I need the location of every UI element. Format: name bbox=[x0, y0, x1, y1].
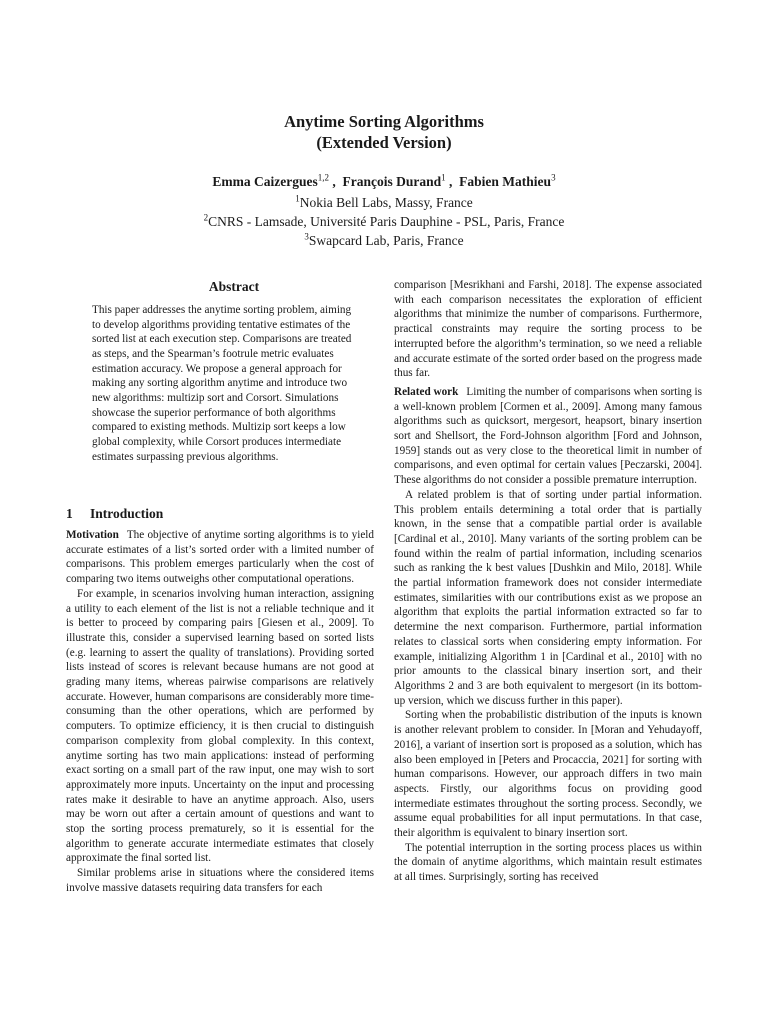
affiliation-marker: 1 bbox=[295, 193, 300, 204]
affiliation-text: CNRS - Lamsade, Université Paris Dauphine - PSL, Paris, France bbox=[208, 214, 565, 229]
section-title: Introduction bbox=[90, 506, 164, 521]
abstract-heading: Abstract bbox=[208, 279, 260, 294]
author-name: François Durand bbox=[342, 174, 442, 189]
affiliation bbox=[0, 214, 768, 230]
paragraph-text: The objective of anytime sorting algorithms is to yield accurate estimates of a list’s sorted order with a limited number of comparisons. This problem emerges particularly when the cost of comparing two items outweighs other computational operations. bbox=[66, 529, 374, 586]
paragraph: For example, in scenarios involving human interaction, assigning a utility to each element of the list is not a reliable technique and it is better to proceed by comparing pairs [Giesen et al., 2009]. To illustrate this, consider a supervised learning based on sorted lists (e.g. learning to assert the quality of translations). Providing sorted lists instead of scores is relevant because humans are not good at grading many items, whereas pairwise comparisons are relatively accurate. However, human comparisons are considerably more time-consuming than the other operations, which are performed by computers. To optimize efficiency, it is then crucial to distinguish comparison complexity from global complexity. In this context, anytime sorting has two main applications: instead of performing exact sorting on a small part of the raw input, one may wish to sort approximately more inputs. Uncertainty on the input and processing rates make it desirable to have an anytime approach. Also, users may be worn out after a certain amount of questions and want to stop the sorting process prematurely, so it is essential for the algorithm to generate accurate intermediate estimates that closely approximate the final sorted list. bbox=[66, 587, 374, 865]
paragraph: Sorting when the probabilistic distribution of the inputs is known is another relevant problem to consider. In [Moran and Yehudayoff, 2016], a variant of insertion sort is proposed as a solution, which has also been employed in [Peters and Procaccia, 2021] for sorting with human comparisons. However, our approach differs in two main aspects. Firstly, our algorithms focus on providing good intermediate estimates throughout the sorting process. Secondly, we assume equal probabilities for all input permutations. In that case, their algorithm is equivalent to binary insertion sort. bbox=[394, 709, 702, 840]
author-name: Fabien Mathieu bbox=[459, 174, 552, 189]
author-name: Emma Caizergues bbox=[212, 174, 318, 189]
section-heading bbox=[66, 506, 163, 522]
section-number: 1 bbox=[66, 506, 73, 521]
paragraph: Similar problems arise in situations where the considered items involve massive datasets requiring data transfers for each bbox=[66, 867, 374, 894]
affiliation bbox=[0, 195, 768, 211]
affiliation-text: Nokia Bell Labs, Massy, France bbox=[299, 195, 473, 210]
affiliation-text: Swapcard Lab, Paris, France bbox=[308, 233, 464, 248]
paragraph: A related problem is that of sorting under partial information. This problem entails determining a total order that is partially known, in the sense that a compatible partial order is available [Cardinal et al., 2010]. Many variants of the sorting problem can be found within the realm of partial information, including scenarios such as ranking the k best values [Dushkin and Milo, 2018]. While the partial information framework does not consider intermediate estimates, similarities with our contributions exist as we propose an algorithm that exploits the partial information extracted so far to determine the next comparison. Furthermore, partial information relates to classical sorts when considering empty information. For example, initializing Algorithm 1 in [Cardinal et al., 2010] with no prior amounts to the classical binary insertion sort, and their Algorithms 2 and 3 are both equivalent to mergesort (in its bottom-up version, which we discuss further in this paper). bbox=[394, 488, 702, 707]
paragraph: comparison [Mesrikhani and Farshi, 2018]. The expense associated with each comparison necessitates the exploration of efficient algorithms that minimize the number of comparisons. Furthermore, practical constraints may require the sorting process to be interrupted before the algorithm’s termination, so we need a reliable and accurate estimate of the sorted order based on the progress made thus far. bbox=[394, 279, 702, 380]
affiliation bbox=[0, 233, 768, 249]
paragraph-heading: Motivation bbox=[66, 529, 119, 541]
left-column bbox=[66, 528, 374, 896]
affiliation-marker: 3 bbox=[304, 231, 309, 242]
paper-subtitle: (Extended Version) bbox=[316, 133, 452, 152]
paragraph bbox=[66, 528, 374, 587]
paragraph bbox=[394, 385, 702, 488]
affiliation-marker: 2 bbox=[203, 212, 209, 223]
paper-title: Anytime Sorting Algorithms bbox=[284, 112, 484, 131]
paragraph-heading: Related work bbox=[394, 385, 459, 398]
author-affiliation-marker: 3 bbox=[551, 172, 556, 183]
author-list: Emma Caizergues$^{1,2}$ , François Durand$^1$ , Fabien Mathieu$^3$ bbox=[212, 172, 556, 189]
author-affiliation-marker: 1 bbox=[441, 172, 446, 183]
author-affiliation-marker: 1,2 bbox=[317, 172, 330, 183]
paragraph: The potential interruption in the sorting process places us within the domain of anytime algorithms, which maintain result estimates at all times. Surprisingly, sorting has received bbox=[394, 841, 702, 884]
right-column bbox=[394, 278, 702, 885]
paragraph-text: Limiting the number of comparisons when sorting is a well-known problem [Cormen et al., 2009]. Among many famous algorithms such as quicksort, mergesort, heapsort, binary insertion sort and Shellsort, the Ford-Johnson algorithm [Ford and Johnson, 1959] stands out as very close to the theoretical limit in number of comparisons, and even optimal for certain values [Peczarski, 2004]. These algorithms do not consider a possible premature interruption. bbox=[394, 385, 702, 487]
abstract-body: This paper addresses the anytime sorting problem, aiming to develop algorithms providing tentative estimates of the sorted list at each execution step. Comparisons are treated as steps, and the Spearman’s footrule metric evaluates estimation accuracy. We propose a general approach for making any sorting algorithm anytime and introduce two new algorithms: multizip sort and Corsort. Simulations showcase the superior performance of both algorithms compared to existing methods. Multizip sort keeps a low global complexity, while Corsort produces intermediate estimates surpassing previous algorithms. bbox=[92, 304, 352, 463]
